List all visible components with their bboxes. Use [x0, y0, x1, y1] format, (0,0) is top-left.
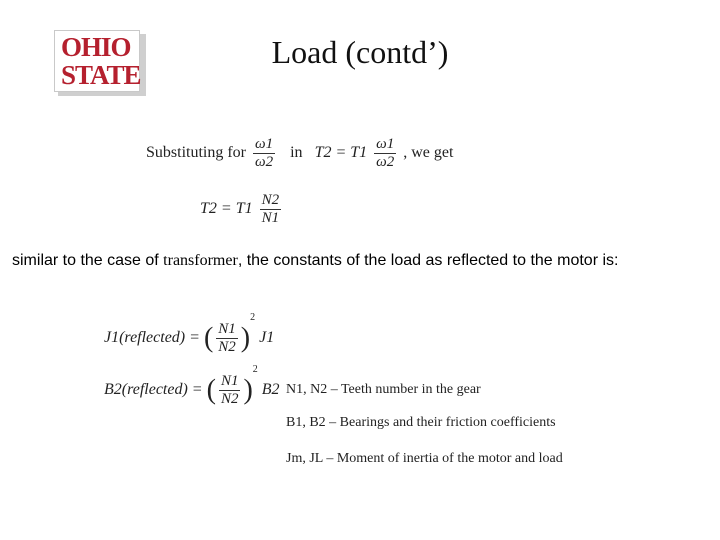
- sentence-part-1: similar to the case of: [12, 252, 164, 269]
- slide-title: [0, 34, 720, 71]
- inertia-ratio-den: N2: [218, 338, 236, 355]
- inertia-lhs: J1(reflected) =: [104, 329, 200, 346]
- inertia-reflected-equation: [104, 312, 274, 356]
- friction-lhs: B2(reflected) =: [104, 381, 203, 398]
- torque-result-lhs: T2 = T1: [200, 200, 253, 218]
- legend-bearings: B1, B2 – Bearings and their friction coefficients: [286, 415, 556, 430]
- teeth-ratio-num: N2: [261, 192, 280, 208]
- friction-exponent: 2: [252, 364, 258, 375]
- omega-ratio-1: [253, 136, 275, 171]
- in-word: in: [290, 144, 303, 162]
- teeth-ratio-den: N1: [261, 210, 280, 226]
- omega-ratio-2: [374, 136, 396, 171]
- torque-result-equation: [200, 192, 284, 227]
- slide-title-text: Load (contd’): [271, 34, 449, 70]
- torque-lhs: T2 = T1: [314, 144, 368, 162]
- inertia-exponent: 2: [250, 312, 256, 323]
- inertia-ratio-num: N1: [218, 320, 236, 337]
- friction-ratio-num: N1: [220, 372, 239, 389]
- body-sentence: [12, 252, 618, 270]
- logo-line-1: OHIO: [61, 32, 131, 62]
- omega-ratio-1-num: ω1: [255, 136, 274, 152]
- friction-reflected-equation: [104, 364, 280, 408]
- legend-inertia: Jm, JL – Moment of inertia of the motor and load: [286, 451, 563, 466]
- friction-rhs: B2: [261, 381, 280, 398]
- left-paren: (: [203, 322, 214, 354]
- left-paren: (: [206, 374, 216, 406]
- substitution-equation: [146, 136, 453, 171]
- teeth-ratio: [260, 192, 282, 227]
- omega-ratio-2-den: ω2: [376, 154, 395, 170]
- omega-ratio-1-den: ω2: [255, 154, 274, 170]
- sentence-keyword: transformer: [163, 252, 238, 269]
- right-paren: ): [240, 322, 251, 354]
- substitution-tail: , we get: [403, 144, 454, 162]
- friction-ratio-den: N2: [220, 390, 239, 407]
- friction-ratio: [219, 373, 241, 408]
- logo-line-2: STATE: [61, 60, 141, 90]
- legend-teeth: N1, N2 – Teeth number in the gear: [286, 382, 481, 397]
- sentence-part-2: , the constants of the load as reflected to the motor is:: [237, 252, 619, 269]
- inertia-rhs: J1: [259, 329, 275, 346]
- substitution-lead: Substituting for: [146, 144, 247, 162]
- right-paren: ): [243, 374, 253, 406]
- omega-ratio-2-num: ω1: [376, 136, 395, 152]
- inertia-ratio: [216, 321, 238, 356]
